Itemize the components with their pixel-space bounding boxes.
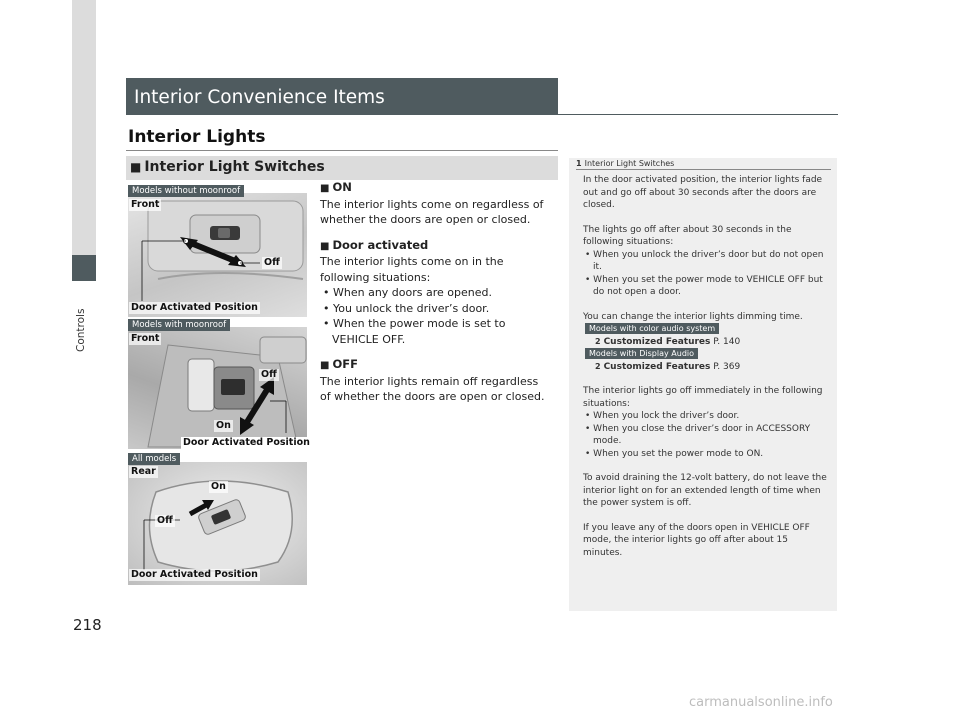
item-heading-off <box>320 357 548 374</box>
reference-page: P. 369 <box>713 361 741 372</box>
label-front: Front <box>131 199 160 210</box>
reference-title: Customized Features <box>603 361 711 372</box>
watermark: carmanualsonline.info <box>689 695 833 710</box>
switch-descriptions <box>320 180 548 405</box>
label-door-activated: Door Activated Position <box>131 569 258 580</box>
model-tag: Models without moonroof <box>128 185 244 197</box>
note-heading-text: Interior Light Switches <box>584 159 675 168</box>
list-item: • When you lock the driver’s door. <box>585 411 740 421</box>
note-icon: 1 <box>576 159 582 168</box>
switch-panel-illustration <box>128 193 307 317</box>
cross-reference-link[interactable] <box>583 361 829 374</box>
reference-arrow-icon: 2 <box>595 361 601 371</box>
reference-title: Customized Features <box>603 336 711 347</box>
list-item-text: You unlock the driver’s door. <box>333 301 490 315</box>
title-rule <box>558 114 838 115</box>
label-on: On <box>216 420 231 431</box>
item-heading-text: OFF <box>332 357 358 371</box>
label-door-activated: Door Activated Position <box>131 302 258 313</box>
note-rule <box>576 169 831 170</box>
list-item-text: When you set the power mode to ON. <box>593 448 764 459</box>
list-item: • You unlock the driver’s door. <box>323 301 490 315</box>
section-rule <box>126 150 558 151</box>
list-item-text: When you close the driver’s door in ACCESSORY mode. <box>593 423 811 446</box>
page-title: Interior Convenience Items <box>134 87 385 108</box>
square-bullet-icon: ■ <box>320 240 330 252</box>
item-heading-door-activated <box>320 238 548 255</box>
sidebar-tab <box>72 0 96 255</box>
item-text: The interior lights come on in the following situations: <box>320 255 504 284</box>
reference-page: P. 140 <box>713 336 741 347</box>
note-paragraph: The interior lights go off immediately in the following situations: <box>583 386 823 409</box>
list-item: • When you unlock the driver’s door but do not open it. <box>585 249 824 272</box>
note-paragraph: If you leave any of the doors open in VEHICLE OFF mode, the interior lights go off after about 15 minutes. <box>583 522 810 558</box>
list-item: • When you set the power mode to VEHICLE OFF but do not open a door. <box>585 274 823 297</box>
list-item-text: When you set the power mode to VEHICLE OFF but do not open a door. <box>593 274 823 297</box>
note-paragraph: You can change the interior lights dimming time. <box>583 311 803 322</box>
sidebar-label: Controls <box>75 308 87 352</box>
list-item-text: When the power mode is set to VEHICLE OFF. <box>332 317 506 346</box>
item-text: The interior lights come on regardless of whether the doors are open or closed. <box>320 197 544 226</box>
model-tag: Models with moonroof <box>128 319 230 331</box>
square-bullet-icon: ■ <box>320 183 330 194</box>
list-item: • When the power mode is set to VEHICLE OFF. <box>323 317 506 346</box>
list-item: • When any doors are opened. <box>323 286 492 299</box>
label-rear: Rear <box>131 466 156 477</box>
list-item-text: When any doors are opened. <box>333 286 492 299</box>
item-heading-text: Door activated <box>332 237 429 252</box>
model-tag: Models with color audio system <box>585 323 719 334</box>
section-title: Interior Lights <box>128 127 266 147</box>
label-on: On <box>211 481 226 492</box>
label-off: Off <box>157 515 173 526</box>
square-bullet-icon: ■ <box>320 360 330 371</box>
list-item: • When you close the driver’s door in ACCESSORY mode. <box>585 423 811 446</box>
note-paragraph: To avoid draining the 12-volt battery, do not leave the interior light on for an extended length of time when the power system is off. <box>583 473 827 508</box>
sidebar-tab-active <box>72 255 96 281</box>
model-tag: All models <box>128 453 180 465</box>
note-heading <box>576 159 674 168</box>
model-tag: Models with Display Audio <box>585 348 698 359</box>
label-front: Front <box>131 333 160 344</box>
list-item: • When you set the power mode to ON. <box>585 448 764 459</box>
cross-reference-link[interactable] <box>583 336 829 349</box>
list-item-text: When you lock the driver’s door. <box>593 411 740 421</box>
note-body <box>583 174 829 559</box>
label-door-activated: Door Activated Position <box>183 437 310 448</box>
note-paragraph: The lights go off after about 30 seconds in the following situations: <box>583 224 792 247</box>
square-bullet-icon: ■ <box>130 160 142 174</box>
label-off: Off <box>261 369 277 380</box>
item-text: The interior lights remain off regardless of whether the doors are open or closed. <box>320 374 545 403</box>
item-heading-on <box>320 180 548 197</box>
item-heading-text: ON <box>332 180 352 194</box>
note-paragraph: In the door activated position, the interior lights fade out and go off about 30 seconds after the doors are closed. <box>583 175 823 210</box>
reference-arrow-icon: 2 <box>595 336 601 346</box>
subsection-title <box>130 159 325 175</box>
image-switch-without-moonroof <box>128 193 307 317</box>
label-off: Off <box>264 257 280 268</box>
list-item-text: When you unlock the driver’s door but do not open it. <box>593 249 824 272</box>
subsection-title-text: Interior Light Switches <box>144 159 325 175</box>
page-number: 218 <box>73 616 102 634</box>
